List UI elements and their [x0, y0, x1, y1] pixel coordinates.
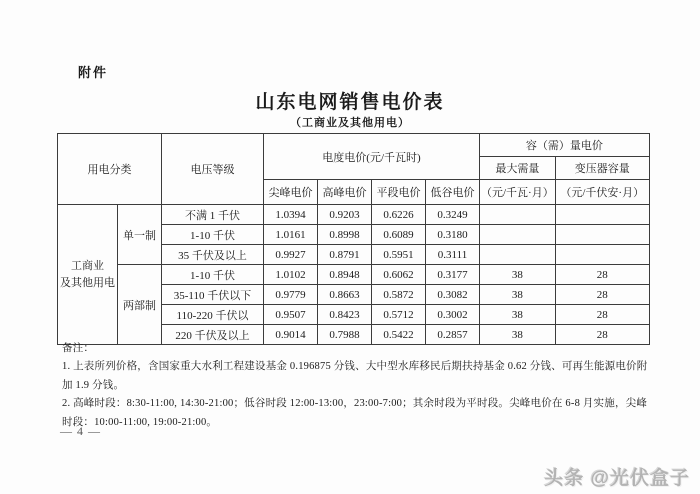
- notes-label: 备注：: [62, 343, 95, 354]
- cell-flat-price: 0.5872: [372, 285, 426, 305]
- cell-peak-price: 0.8998: [318, 225, 372, 245]
- cell-sharp-peak-price: 1.0161: [264, 225, 318, 245]
- electricity-price-table: [57, 133, 650, 345]
- cell-transformer: 28: [555, 305, 649, 325]
- cell-transformer: [555, 205, 649, 225]
- cell-sharp-peak-price: 0.9014: [264, 325, 318, 345]
- cell-system-single: 单一制: [118, 205, 162, 265]
- cell-voltage: 35 千伏及以上: [162, 245, 264, 265]
- cell-peak-price: 0.7988: [318, 325, 372, 345]
- cell-voltage: 110-220 千伏以: [162, 305, 264, 325]
- page-title: 山东电网销售电价表: [255, 92, 445, 113]
- header-flat: 平段电价: [372, 180, 426, 205]
- cell-flat-price: 0.6226: [372, 205, 426, 225]
- cell-voltage: 220 千伏及以上: [162, 325, 264, 345]
- header-voltage-level: 电压等级: [162, 134, 264, 205]
- cell-valley-price: 0.3111: [426, 245, 480, 265]
- cell-max-demand: 38: [480, 305, 556, 325]
- table-row: [58, 265, 650, 285]
- cell-max-demand: [480, 225, 556, 245]
- cell-transformer: 28: [555, 285, 649, 305]
- cell-transformer: 28: [555, 265, 649, 285]
- header-peak: 高峰电价: [318, 180, 372, 205]
- cell-max-demand: 38: [480, 265, 556, 285]
- notes-section: [62, 340, 648, 432]
- cell-valley-price: 0.3180: [426, 225, 480, 245]
- cell-transformer: [555, 245, 649, 265]
- attachment-label: 附件: [78, 65, 109, 80]
- cell-flat-price: 0.5422: [372, 325, 426, 345]
- header-energy-price: 电度电价(元/千瓦时): [264, 134, 480, 180]
- header-transformer-unit: （元/千伏安·月）: [555, 180, 649, 205]
- cell-flat-price: 0.5712: [372, 305, 426, 325]
- header-capacity-price: 容（需）量电价: [480, 134, 650, 157]
- header-transformer-capacity: 变压器容量: [555, 157, 649, 180]
- note-item-1: 1. 上表所列价格，含国家重大水利工程建设基金 0.196875 分钱、大中型水库移民后期扶持基金 0.62 分钱、可再生能源电价附加 1.9 分钱。: [62, 361, 648, 391]
- header-max-demand: 最大需量: [480, 157, 556, 180]
- cell-flat-price: 0.5951: [372, 245, 426, 265]
- cell-voltage: 1-10 千伏: [162, 225, 264, 245]
- usage-category-line-2: 及其他用电: [60, 276, 115, 289]
- cell-valley-price: 0.2857: [426, 325, 480, 345]
- cell-sharp-peak-price: 0.9927: [264, 245, 318, 265]
- cell-peak-price: 0.9203: [318, 205, 372, 225]
- cell-peak-price: 0.8791: [318, 245, 372, 265]
- page-subtitle: （工商业及其他用电）: [290, 117, 410, 129]
- cell-valley-price: 0.3082: [426, 285, 480, 305]
- table-row: [58, 205, 650, 225]
- cell-usage-category: [58, 205, 118, 345]
- cell-peak-price: 0.8423: [318, 305, 372, 325]
- cell-flat-price: 0.6089: [372, 225, 426, 245]
- cell-system-two-part: 两部制: [118, 265, 162, 345]
- cell-valley-price: 0.3249: [426, 205, 480, 225]
- note-item-2: 2. 高峰时段：8:30-11:00, 14:30-21:00；低谷时段 12:00-13:00，23:00-7:00；其余时段为平时段。尖峰电价在 6-8 月实施，尖峰时段：10:00-11:00, 19:00-21:00。: [62, 398, 648, 428]
- cell-peak-price: 0.8663: [318, 285, 372, 305]
- cell-peak-price: 0.8948: [318, 265, 372, 285]
- header-valley: 低谷电价: [426, 180, 480, 205]
- cell-transformer: 28: [555, 325, 649, 345]
- cell-valley-price: 0.3177: [426, 265, 480, 285]
- cell-sharp-peak-price: 1.0102: [264, 265, 318, 285]
- cell-voltage: 1-10 千伏: [162, 265, 264, 285]
- page-number: — 4 —: [60, 424, 101, 438]
- header-sharp-peak: 尖峰电价: [264, 180, 318, 205]
- cell-transformer: [555, 225, 649, 245]
- cell-sharp-peak-price: 1.0394: [264, 205, 318, 225]
- cell-voltage: 35-110 千伏以下: [162, 285, 264, 305]
- cell-max-demand: [480, 245, 556, 265]
- cell-sharp-peak-price: 0.9779: [264, 285, 318, 305]
- watermark-text: 头条 @光伏盒子: [544, 468, 690, 489]
- cell-voltage: 不满 1 千伏: [162, 205, 264, 225]
- usage-category-line-1: 工商业: [71, 260, 104, 272]
- header-max-demand-unit: （元/千瓦·月）: [480, 180, 556, 205]
- table-header-row-1: [58, 134, 650, 157]
- cell-max-demand: 38: [480, 325, 556, 345]
- cell-max-demand: [480, 205, 556, 225]
- cell-valley-price: 0.3002: [426, 305, 480, 325]
- header-usage-category: 用电分类: [58, 134, 162, 205]
- cell-sharp-peak-price: 0.9507: [264, 305, 318, 325]
- cell-flat-price: 0.6062: [372, 265, 426, 285]
- cell-max-demand: 38: [480, 285, 556, 305]
